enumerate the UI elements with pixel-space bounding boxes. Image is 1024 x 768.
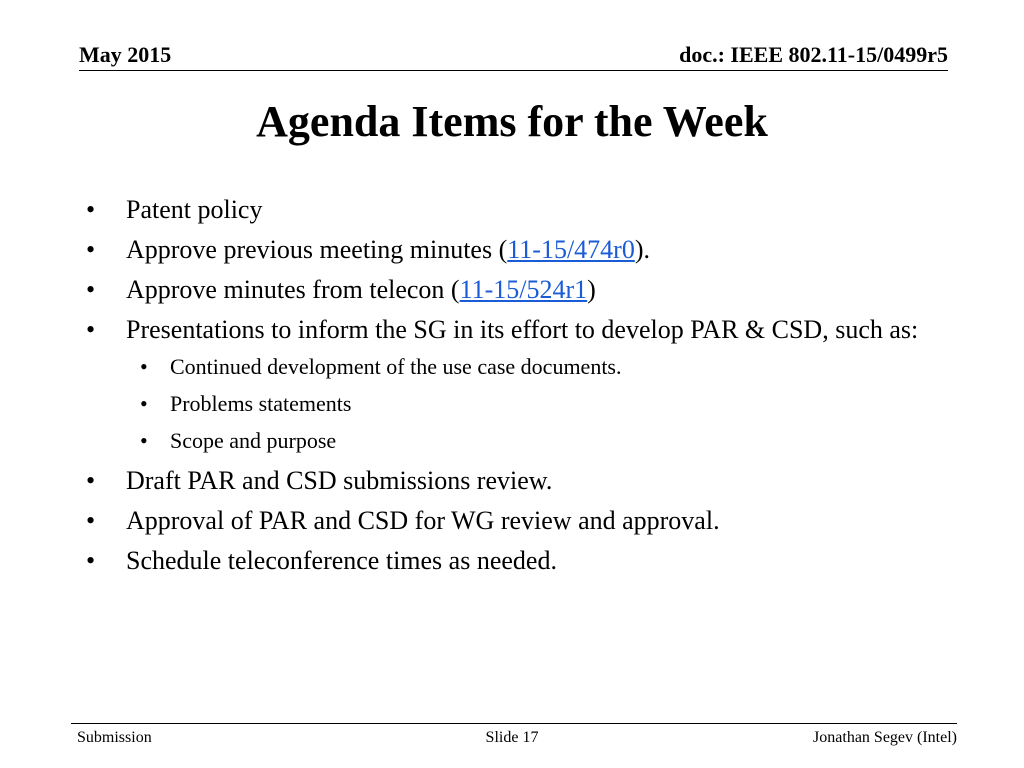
bullet-icon: • xyxy=(86,466,96,495)
agenda-item-draft-par-csd xyxy=(86,464,938,498)
agenda-item-presentations xyxy=(86,313,938,347)
agenda-item-text: Presentations to inform the SG in its effort to develop PAR & CSD, such as: xyxy=(126,315,919,344)
bullet-icon: • xyxy=(140,354,148,379)
bullet-icon: • xyxy=(86,506,96,535)
slide-title: Agenda Items for the Week xyxy=(256,97,768,146)
agenda-item-text: Patent policy xyxy=(126,195,263,224)
agenda-item-patent-policy xyxy=(86,193,938,227)
agenda-list xyxy=(86,193,938,584)
header-doc-id: doc.: IEEE 802.11-15/0499r5 xyxy=(679,42,948,67)
footer-slide-number: Slide 17 xyxy=(485,729,539,746)
slide-header xyxy=(79,40,948,71)
agenda-item-text-suffix: ) xyxy=(587,275,596,304)
footer-submission: Submission xyxy=(77,729,152,746)
agenda-item-text: Draft PAR and CSD submissions review. xyxy=(126,466,553,495)
sub-item xyxy=(86,427,938,455)
bullet-icon: • xyxy=(86,275,96,304)
agenda-item-text: Schedule teleconference times as needed. xyxy=(126,546,557,575)
bullet-icon: • xyxy=(86,315,96,344)
footer-divider xyxy=(71,723,957,724)
agenda-item-approval-par-csd xyxy=(86,504,938,538)
bullet-icon: • xyxy=(86,195,96,224)
footer-author: Jonathan Segev (Intel) xyxy=(813,729,957,746)
agenda-item-approve-previous-minutes xyxy=(86,233,938,267)
agenda-item-text: Approve minutes from telecon ( xyxy=(126,275,460,304)
sub-item xyxy=(86,390,938,418)
agenda-item-schedule-teleconference xyxy=(86,544,938,578)
agenda-item-text: Approve previous meeting minutes ( xyxy=(126,235,508,264)
minutes-link-474r0[interactable]: 11-15/474r0 xyxy=(507,235,635,264)
sub-item-text: Problems statements xyxy=(170,391,352,416)
sub-item xyxy=(86,353,938,381)
agenda-item-text: Approval of PAR and CSD for WG review and approval. xyxy=(126,506,720,535)
bullet-icon: • xyxy=(140,428,148,453)
bullet-icon: • xyxy=(86,235,96,264)
header-date: May 2015 xyxy=(79,42,172,67)
agenda-item-text-suffix: ). xyxy=(634,235,651,264)
bullet-icon: • xyxy=(140,391,148,416)
sub-item-text: Continued development of the use case documents. xyxy=(170,354,622,379)
minutes-link-524r1[interactable]: 11-15/524r1 xyxy=(459,275,588,304)
bullet-icon: • xyxy=(86,546,96,575)
presentations-sub-list xyxy=(86,353,938,455)
agenda-item-approve-telecon-minutes xyxy=(86,273,938,307)
sub-item-text: Scope and purpose xyxy=(170,428,337,453)
